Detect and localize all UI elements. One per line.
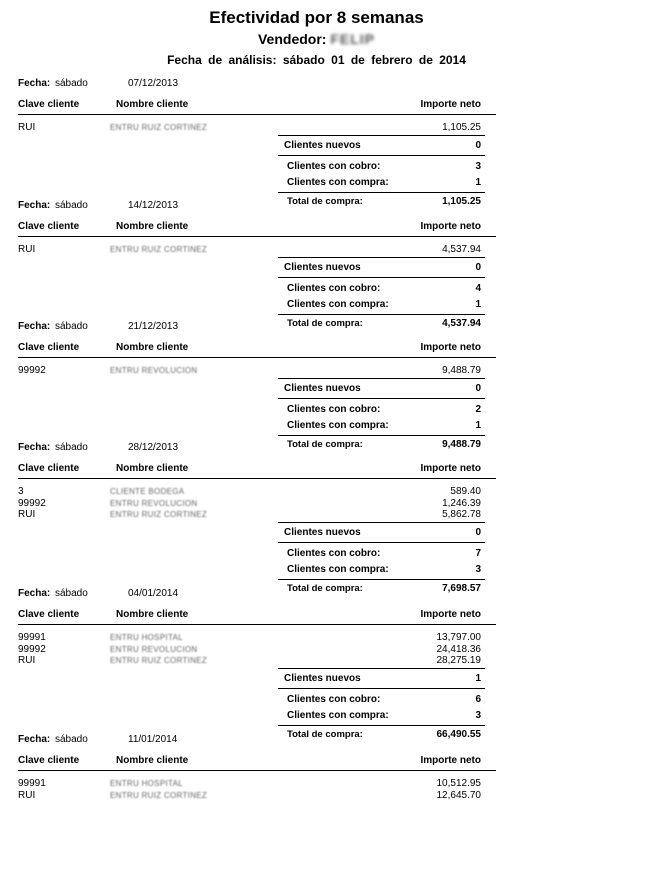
collection-clients-value: 4 <box>475 282 481 294</box>
report-title: Efectividad por 8 semanas <box>209 8 424 27</box>
client-key: RUI <box>18 789 36 801</box>
client-amount: 13,797.00 <box>436 632 481 643</box>
col-header-nombre: Nombre cliente <box>116 99 189 110</box>
client-amount: 10,512.95 <box>436 778 481 789</box>
col-header-importe: Importe neto <box>420 609 481 620</box>
purchase-clients-value: 1 <box>475 419 481 431</box>
header-divider <box>18 770 496 771</box>
day-name: sábado <box>55 588 88 599</box>
collection-clients-value: 6 <box>475 693 481 705</box>
col-header-clave: Clave cliente <box>18 221 80 232</box>
new-clients-value: 0 <box>475 382 481 394</box>
summary-divider <box>278 542 485 543</box>
header-divider <box>18 236 496 237</box>
client-name: ENTRU HOSPITAL <box>110 779 183 788</box>
total-purchase-label: Total de compra: <box>287 195 363 207</box>
fecha-label: Fecha: <box>18 78 51 89</box>
client-key: 99992 <box>18 643 46 655</box>
section-date: 21/12/2013 <box>128 321 179 332</box>
client-name: ENTRU RUIZ CORTINEZ <box>110 510 208 519</box>
col-header-clave: Clave cliente <box>18 342 80 353</box>
col-header-nombre: Nombre cliente <box>116 609 189 620</box>
purchase-clients-value: 3 <box>475 709 481 721</box>
fecha-label: Fecha: <box>18 442 51 453</box>
client-name: ENTRU REVOLUCION <box>110 366 198 375</box>
collection-clients-label: Clientes con cobro: <box>287 403 381 415</box>
client-key: RUI <box>18 655 36 666</box>
new-clients-value: 0 <box>475 526 481 538</box>
fecha-label: Fecha: <box>18 200 51 211</box>
total-divider <box>278 192 485 193</box>
fecha-label: Fecha: <box>18 734 51 745</box>
new-clients-value: 0 <box>475 261 481 273</box>
rows-divider <box>278 257 485 258</box>
rows-divider <box>278 378 485 379</box>
total-purchase-value: 1,105.25 <box>442 195 481 207</box>
total-purchase-label: Total de compra: <box>287 582 363 594</box>
purchase-clients-label: Clientes con compra: <box>287 563 389 575</box>
section-date: 28/12/2013 <box>128 442 179 453</box>
collection-clients-label: Clientes con cobro: <box>287 547 381 559</box>
col-header-clave: Clave cliente <box>18 99 80 110</box>
client-amount: 24,418.36 <box>436 643 481 655</box>
col-header-nombre: Nombre cliente <box>116 755 189 766</box>
header-divider <box>18 357 496 358</box>
new-clients-label: Clientes nuevos <box>284 261 361 273</box>
day-name: sábado <box>55 200 88 211</box>
client-key: 99991 <box>18 632 46 643</box>
vendor-name: FELIP <box>330 31 376 47</box>
total-purchase-label: Total de compra: <box>287 728 363 740</box>
total-divider <box>278 725 485 726</box>
col-header-importe: Importe neto <box>420 342 481 353</box>
analysis-date-line <box>0 53 633 67</box>
fecha-label: Fecha: <box>18 321 51 332</box>
total-purchase-value: 66,490.55 <box>436 728 481 740</box>
collection-clients-value: 2 <box>475 403 481 415</box>
client-name: ENTRU REVOLUCION <box>110 644 198 654</box>
summary-divider <box>278 277 485 278</box>
rows-divider <box>278 522 485 523</box>
day-name: sábado <box>55 78 88 89</box>
section-date: 14/12/2013 <box>128 200 179 211</box>
header-divider <box>18 624 496 625</box>
client-key: 99992 <box>18 497 46 509</box>
purchase-clients-value: 1 <box>475 176 481 188</box>
summary-divider <box>278 155 485 156</box>
col-header-importe: Importe neto <box>420 755 481 766</box>
total-divider <box>278 579 485 580</box>
new-clients-value: 1 <box>475 672 481 684</box>
client-key: 99992 <box>18 365 46 376</box>
rows-divider <box>278 135 485 136</box>
client-key: RUI <box>18 509 36 520</box>
client-key: 99991 <box>18 778 46 789</box>
total-purchase-label: Total de compra: <box>287 317 363 329</box>
client-amount: 9,488.79 <box>442 365 481 376</box>
date-section <box>0 733 655 883</box>
col-header-importe: Importe neto <box>420 463 481 474</box>
analysis-date-label: Fecha de análisis: <box>167 53 277 67</box>
new-clients-value: 0 <box>475 139 481 151</box>
new-clients-label: Clientes nuevos <box>284 672 361 684</box>
purchase-clients-label: Clientes con compra: <box>287 176 389 188</box>
new-clients-label: Clientes nuevos <box>284 526 361 538</box>
col-header-importe: Importe neto <box>420 99 481 110</box>
new-clients-label: Clientes nuevos <box>284 139 361 151</box>
col-header-nombre: Nombre cliente <box>116 342 189 353</box>
collection-clients-label: Clientes con cobro: <box>287 693 381 705</box>
header-divider <box>18 478 496 479</box>
vendor-line <box>0 31 633 47</box>
client-amount: 4,537.94 <box>442 244 481 255</box>
collection-clients-label: Clientes con cobro: <box>287 282 381 294</box>
client-name: ENTRU RUIZ CORTINEZ <box>110 123 208 132</box>
collection-clients-value: 3 <box>475 160 481 172</box>
collection-clients-value: 7 <box>475 547 481 559</box>
purchase-clients-label: Clientes con compra: <box>287 298 389 310</box>
purchase-clients-label: Clientes con compra: <box>287 419 389 431</box>
client-name: ENTRU REVOLUCION <box>110 498 198 508</box>
day-name: sábado <box>55 321 88 332</box>
vendor-label: Vendedor: <box>257 31 327 47</box>
client-amount: 1,105.25 <box>442 122 481 133</box>
col-header-clave: Clave cliente <box>18 463 80 474</box>
client-amount: 12,645.70 <box>436 789 481 801</box>
total-purchase-label: Total de compra: <box>287 438 363 450</box>
rows-divider <box>278 668 485 669</box>
total-divider <box>278 314 485 315</box>
client-name: ENTRU RUIZ CORTINEZ <box>110 656 208 665</box>
purchase-clients-value: 1 <box>475 298 481 310</box>
client-name: ENTRU RUIZ CORTINEZ <box>110 790 208 800</box>
total-purchase-value: 7,698.57 <box>442 582 481 594</box>
client-name: CLIENTE BODEGA <box>110 487 185 496</box>
day-name: sábado <box>55 442 88 453</box>
client-key: 3 <box>18 486 24 497</box>
client-amount: 5,862.78 <box>442 509 481 520</box>
total-purchase-value: 9,488.79 <box>442 438 481 450</box>
total-divider <box>278 435 485 436</box>
purchase-clients-label: Clientes con compra: <box>287 709 389 721</box>
fecha-label: Fecha: <box>18 588 51 599</box>
section-date: 11/01/2014 <box>128 734 178 745</box>
summary-divider <box>278 688 485 689</box>
col-header-nombre: Nombre cliente <box>116 221 189 232</box>
day-name: sábado <box>55 734 88 745</box>
client-amount: 589.40 <box>450 486 481 497</box>
client-name: ENTRU RUIZ CORTINEZ <box>110 245 208 254</box>
section-date: 04/01/2014 <box>128 588 179 599</box>
summary-divider <box>278 398 485 399</box>
client-amount: 28,275.19 <box>436 655 481 666</box>
new-clients-label: Clientes nuevos <box>284 382 361 394</box>
purchase-clients-value: 3 <box>475 563 481 575</box>
client-amount: 1,246.39 <box>442 497 481 509</box>
col-header-clave: Clave cliente <box>18 755 80 766</box>
total-purchase-value: 4,537.94 <box>442 317 481 329</box>
client-key: RUI <box>18 244 36 255</box>
col-header-importe: Importe neto <box>420 221 481 232</box>
header-divider <box>18 114 496 115</box>
analysis-date-value: sábado 01 de febrero de 2014 <box>282 53 466 67</box>
client-name: ENTRU HOSPITAL <box>110 633 183 642</box>
col-header-clave: Clave cliente <box>18 609 80 620</box>
collection-clients-label: Clientes con cobro: <box>287 160 381 172</box>
col-header-nombre: Nombre cliente <box>116 463 189 474</box>
section-date: 07/12/2013 <box>128 78 179 89</box>
client-key: RUI <box>18 122 36 133</box>
